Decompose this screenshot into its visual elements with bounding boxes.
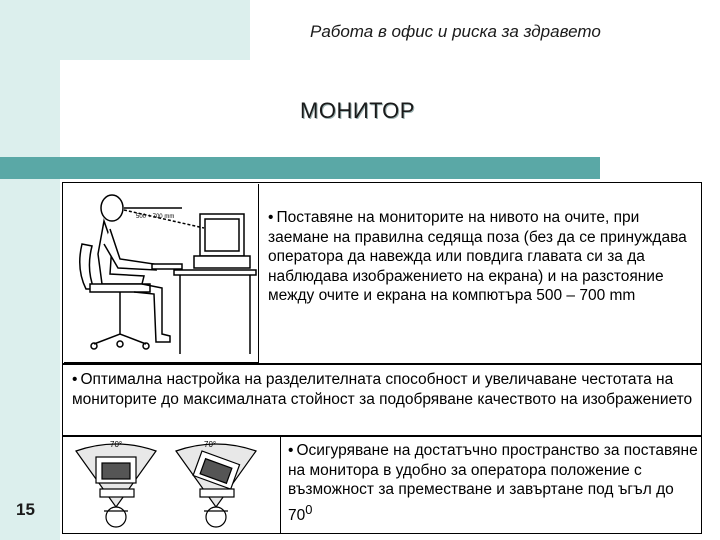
distance-label: 500 ÷ 700 mm [136, 214, 175, 220]
figure-monitor-rotation [64, 437, 281, 533]
page-number: 15 [16, 500, 35, 519]
resolution-text: Оптимална настройка на разделителната способност и увеличаване честотата на мониторите до максималната стойност за подобряване качеството на изображението [72, 371, 693, 408]
left-decor-bar [0, 0, 60, 540]
bullet-icon: • [288, 442, 294, 459]
slide-subtitle: Работа в офис и риска за здравето [310, 22, 601, 41]
bullet-resolution [72, 370, 697, 409]
slide-title: МОНИТОР [300, 98, 415, 123]
accent-bar [0, 157, 600, 179]
bullet-space [288, 441, 700, 525]
bullet-monitor-position [268, 208, 700, 306]
degree-superscript: 0 [305, 501, 313, 517]
space-text: Осигуряване на достатъчно пространство за поставяне на монитора в удобно за оператора положение с възможност за преместване и завъртане под ъгъл до 70 [288, 442, 698, 524]
section-divider [62, 363, 702, 365]
bullet-icon: • [268, 209, 274, 226]
bullet-icon: • [72, 371, 78, 388]
top-left-decor-block [60, 0, 250, 60]
angle-label-right: 70° [204, 440, 217, 449]
figure-seated-operator [64, 184, 259, 363]
seated-operator-illustration [64, 184, 258, 362]
angle-label-left: 70° [110, 440, 123, 449]
monitor-rotation-illustration [64, 437, 280, 533]
monitor-position-text: Поставяне на мониторите на нивото на очите, при заемане на правилна седяща поза (без да се принуждава оператора да навежда или повдига главата си за да наблюдава изображението на екрана) и на разстояние между очите и екрана на компютъра 500 – 700 mm [268, 209, 687, 304]
top-curve-decor [60, 60, 120, 120]
